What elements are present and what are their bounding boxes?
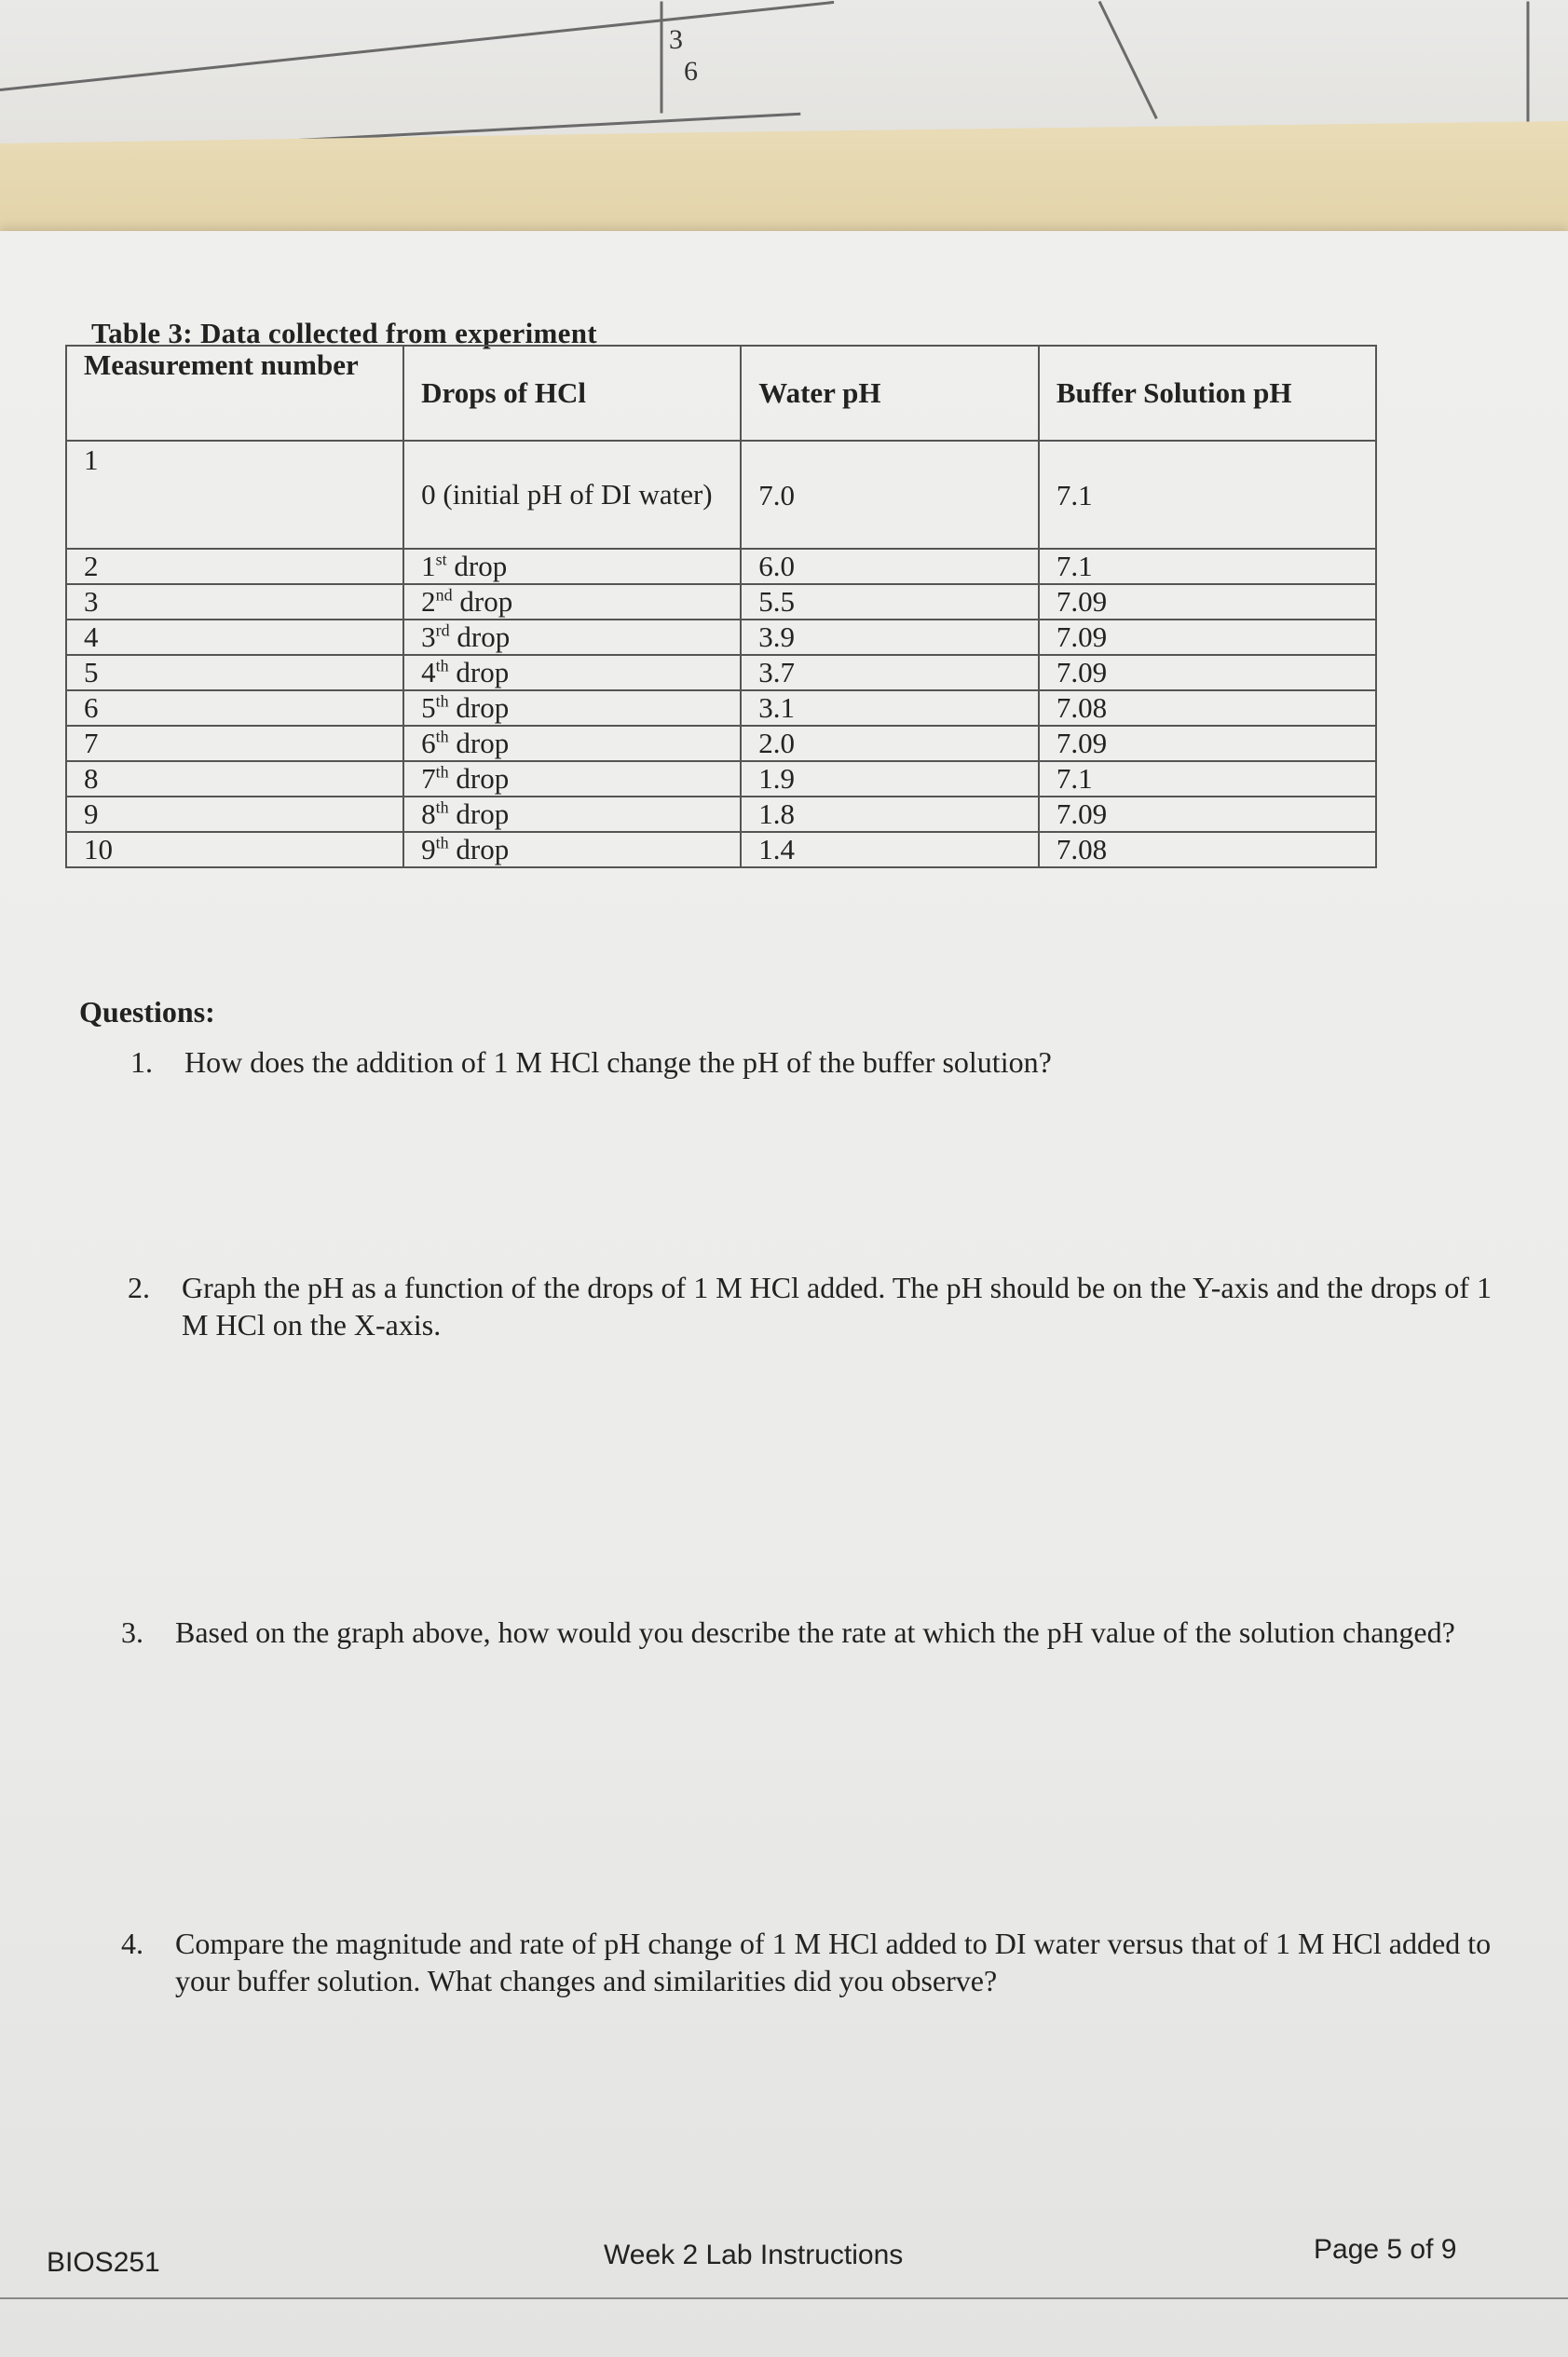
- question-number: 2.: [128, 1271, 150, 1304]
- cell-measurement: 5: [66, 655, 403, 690]
- cell-drops: [403, 620, 741, 655]
- header-buffer-ph: Buffer Solution pH: [1039, 346, 1376, 441]
- cell-measurement: 9: [66, 797, 403, 832]
- cell-water-ph: 5.5: [741, 584, 1039, 620]
- questions-title: Questions:: [79, 995, 215, 1029]
- drops-number: 3: [421, 620, 436, 653]
- question-number: 4.: [121, 1927, 143, 1960]
- cell-drops: [403, 726, 741, 761]
- cell-drops: [403, 690, 741, 726]
- cell-buffer-ph: 7.09: [1039, 797, 1376, 832]
- cell-water-ph: 3.7: [741, 655, 1039, 690]
- drops-unit: drop: [449, 620, 511, 653]
- drops-ordinal: rd: [435, 620, 450, 640]
- question-number: 3.: [121, 1615, 143, 1649]
- cell-water-ph: 6.0: [741, 549, 1039, 584]
- cell-buffer-ph: 7.09: [1039, 620, 1376, 655]
- table-row: [66, 549, 1376, 584]
- drops-unit: drop: [452, 585, 513, 618]
- question-text: Graph the pH as a function of the drops of 1 M HCl added. The pH should be on the Y-axis and the drops of 1 M HCl on the X-axis.: [182, 1271, 1492, 1342]
- background-digit: 6: [684, 56, 698, 87]
- question-number: 1.: [130, 1045, 153, 1079]
- cell-buffer-ph: 7.1: [1039, 441, 1376, 549]
- background-digit: 3: [669, 24, 683, 55]
- cell-measurement: 3: [66, 584, 403, 620]
- drops-ordinal: th: [435, 656, 449, 675]
- cell-water-ph: 1.9: [741, 761, 1039, 797]
- cell-measurement: 1: [66, 441, 403, 549]
- drops-number: 4: [421, 656, 436, 688]
- cell-buffer-ph: 7.1: [1039, 761, 1376, 797]
- cell-measurement: 10: [66, 832, 403, 867]
- cell-buffer-ph: 7.09: [1039, 655, 1376, 690]
- cell-water-ph: 2.0: [741, 726, 1039, 761]
- cell-measurement: 2: [66, 549, 403, 584]
- table-row: [66, 832, 1376, 867]
- table-caption: Table 3: Data collected from experiment: [91, 317, 597, 349]
- footer-page-number: Page 5 of 9: [1314, 2234, 1457, 2265]
- cell-drops: [403, 549, 741, 584]
- drops-ordinal: th: [435, 727, 449, 746]
- cell-measurement: 4: [66, 620, 403, 655]
- drops-number: 5: [421, 691, 436, 724]
- table-row: [66, 441, 1376, 549]
- table-row: [66, 690, 1376, 726]
- table-header-row: [66, 346, 1376, 441]
- cell-buffer-ph: 7.08: [1039, 832, 1376, 867]
- cell-buffer-ph: 7.1: [1039, 549, 1376, 584]
- drops-unit: drop: [448, 833, 510, 865]
- table-row: [66, 797, 1376, 832]
- background-line: [661, 2, 663, 114]
- cell-drops: [403, 832, 741, 867]
- drops-ordinal: th: [435, 762, 449, 782]
- table-row: [66, 761, 1376, 797]
- drops-ordinal: th: [435, 833, 449, 852]
- drops-unit: drop: [448, 762, 510, 795]
- cell-buffer-ph: 7.09: [1039, 584, 1376, 620]
- cell-measurement: 8: [66, 761, 403, 797]
- cell-water-ph: 1.8: [741, 797, 1039, 832]
- cell-drops: [403, 584, 741, 620]
- cell-water-ph: 3.1: [741, 690, 1039, 726]
- table-row: [66, 620, 1376, 655]
- drops-unit: drop: [448, 797, 510, 830]
- footer-course: BIOS251: [47, 2247, 160, 2278]
- table-row: [66, 726, 1376, 761]
- cell-measurement: 6: [66, 690, 403, 726]
- cell-buffer-ph: 7.09: [1039, 726, 1376, 761]
- drops-ordinal: th: [435, 797, 449, 817]
- cell-drops: [403, 797, 741, 832]
- drops-unit: drop: [448, 727, 510, 759]
- drops-number: 1: [421, 550, 436, 582]
- footer-title: Week 2 Lab Instructions: [604, 2240, 904, 2270]
- table-row: [66, 584, 1376, 620]
- cell-water-ph: 3.9: [741, 620, 1039, 655]
- cell-drops: [403, 655, 741, 690]
- cell-water-ph: 1.4: [741, 832, 1039, 867]
- cell-water-ph: 7.0: [741, 441, 1039, 549]
- question-text: Compare the magnitude and rate of pH change of 1 M HCl added to DI water versus that of 1 M HCl added to your buffer solution. What changes and similarities did you observe?: [175, 1927, 1492, 1997]
- question-text: Based on the graph above, how would you describe the rate at which the pH value of the solution changed?: [175, 1615, 1455, 1649]
- drops-number: 6: [421, 727, 436, 759]
- drops-text: 0 (initial pH of DI water): [421, 478, 713, 511]
- drops-unit: drop: [448, 691, 510, 724]
- question-text: How does the addition of 1 M HCl change the pH of the buffer solution?: [184, 1045, 1052, 1079]
- cell-measurement: 7: [66, 726, 403, 761]
- footer-rule: [0, 2297, 1568, 2299]
- cell-drops: [403, 441, 741, 549]
- header-measurement: Measurement number: [66, 346, 403, 441]
- data-table: [65, 345, 1377, 868]
- header-water-ph: Water pH: [741, 346, 1039, 441]
- drops-number: 2: [421, 585, 436, 618]
- drops-ordinal: th: [435, 691, 449, 711]
- drops-ordinal: st: [435, 550, 447, 569]
- table-row: [66, 655, 1376, 690]
- cell-drops: [403, 761, 741, 797]
- drops-unit: drop: [446, 550, 508, 582]
- header-drops: Drops of HCl: [403, 346, 741, 441]
- cell-buffer-ph: 7.08: [1039, 690, 1376, 726]
- drops-unit: drop: [448, 656, 510, 688]
- drops-number: 9: [421, 833, 436, 865]
- drops-ordinal: nd: [435, 585, 453, 605]
- drops-number: 7: [421, 762, 436, 795]
- drops-number: 8: [421, 797, 436, 830]
